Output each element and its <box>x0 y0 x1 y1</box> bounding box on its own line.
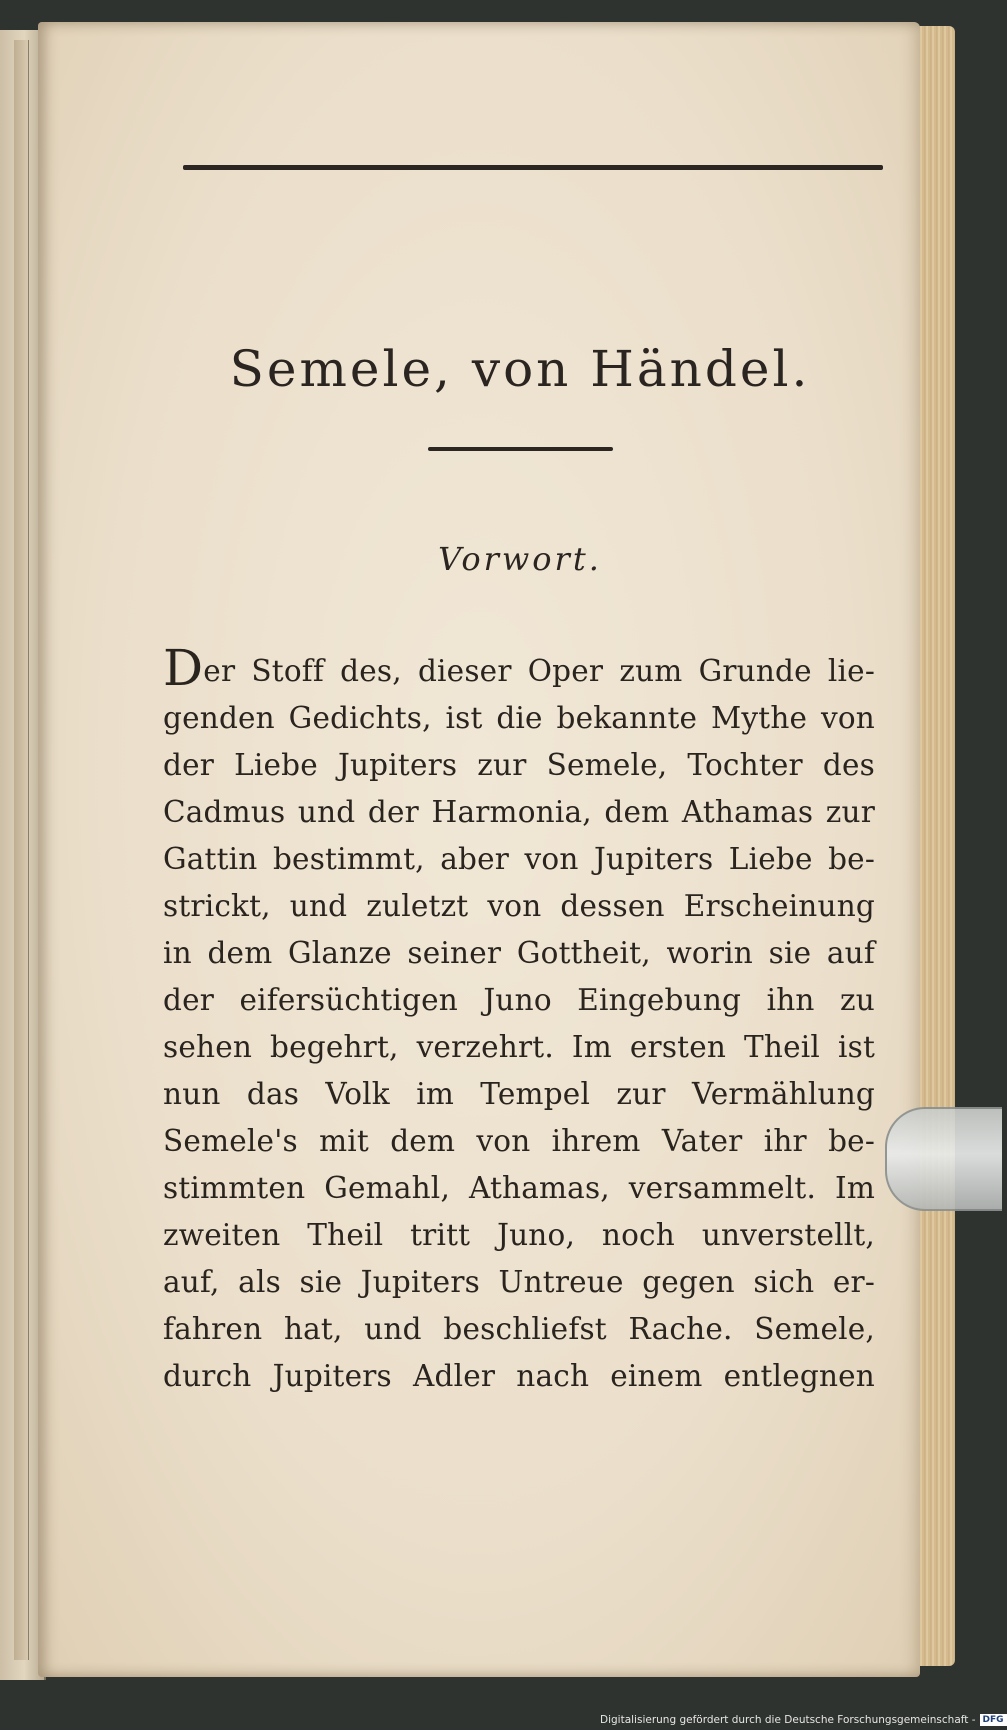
text-line: nun das Volk im Tempel zur Vermählung <box>163 1077 875 1111</box>
page-title: Semele, von Händel. <box>229 340 811 398</box>
text-line: strickt, und zuletzt von dessen Erscheinung <box>163 889 875 923</box>
text-line: Semele's mit dem von ihrem Vater ihr be- <box>163 1124 875 1158</box>
text-line: in dem Glanze seiner Gottheit, worin sie auf <box>163 936 875 970</box>
text-line: Cadmus und der Harmonia, dem Athamas zur <box>163 795 875 829</box>
footer-text: Digitalisierung gefördert durch die Deutsche Forschungsgemeinschaft - <box>600 1714 976 1726</box>
title-rule <box>428 447 613 451</box>
text-line: auf, als sie Jupiters Untreue gegen sich er- <box>163 1265 875 1299</box>
drop-cap: D <box>163 639 204 697</box>
top-rule <box>183 165 883 170</box>
text-line-content: er Stoff des, dieser Oper zum Grunde lie- <box>203 654 875 688</box>
body-text <box>163 639 875 1400</box>
footer-credit <box>600 1712 1004 1728</box>
text-line <box>163 639 875 697</box>
page-clip <box>885 1107 1002 1211</box>
text-line: Gattin bestimmt, aber von Jupiters Liebe be- <box>163 842 875 876</box>
text-line: der Liebe Jupiters zur Semele, Tochter des <box>163 748 875 782</box>
section-heading: Vorwort. <box>438 540 602 578</box>
text-line: sehen begehrt, verzehrt. Im ersten Theil ist <box>163 1030 875 1064</box>
previous-page-shadow <box>14 40 29 1660</box>
text-line: der eifersüchtigen Juno Eingebung ihn zu <box>163 983 875 1017</box>
text-line: stimmten Gemahl, Athamas, versammelt. Im <box>163 1171 875 1205</box>
text-line: zweiten Theil tritt Juno, noch unverstellt, <box>163 1218 875 1252</box>
text-line: fahren hat, und beschliefst Rache. Semele, <box>163 1312 875 1346</box>
text-line: genden Gedichts, ist die bekannte Mythe von <box>163 701 875 735</box>
dfg-logo: DFG <box>980 1714 1007 1726</box>
text-line: durch Jupiters Adler nach einem entlegnen <box>163 1359 875 1393</box>
